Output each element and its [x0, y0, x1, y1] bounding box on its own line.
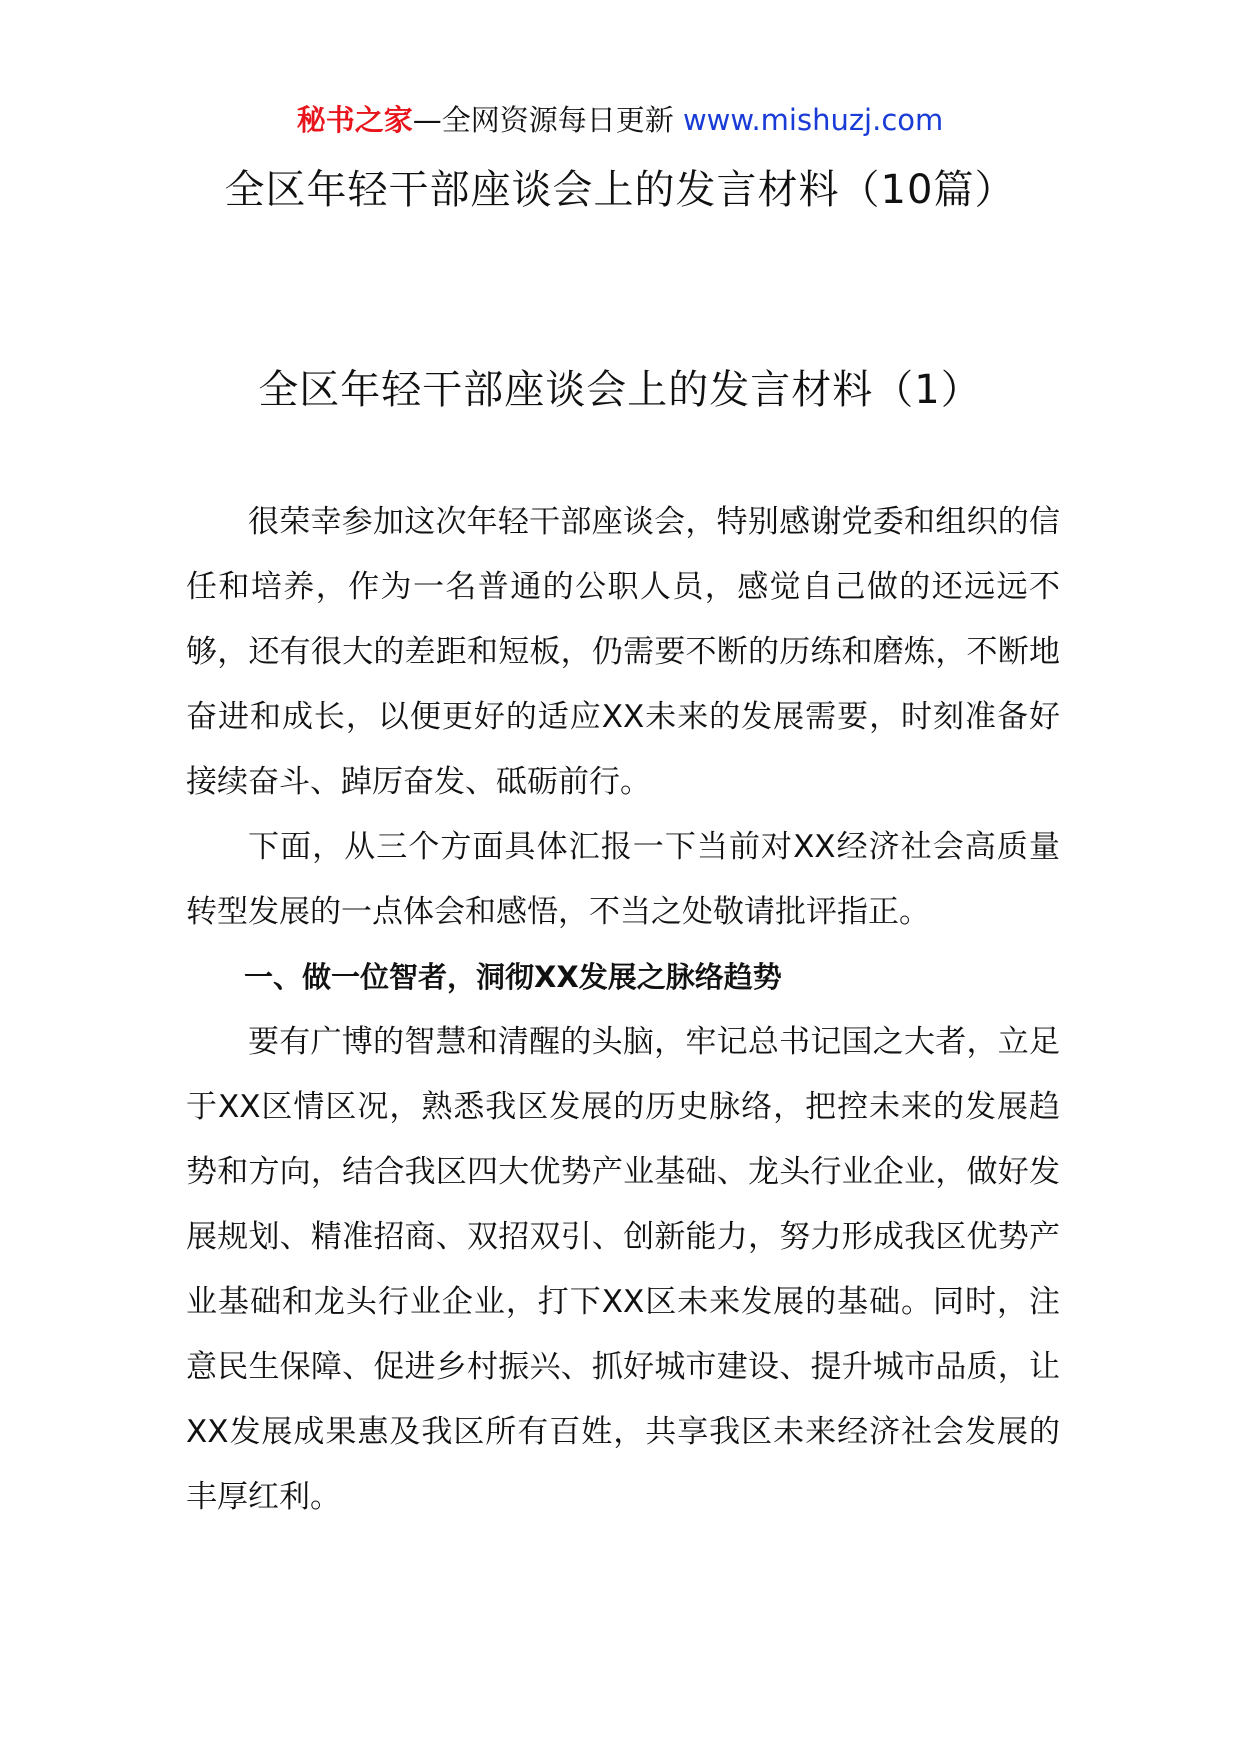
body-paragraph: 下面，从三个方面具体汇报一下当前对XX经济社会高质量转型发展的一点体会和感悟，不当之处敬请批评指正。: [186, 829, 1060, 930]
header-tagline: —全网资源每日更新: [412, 103, 674, 137]
site-header: [0, 100, 1240, 140]
brand-name: 秘书之家: [296, 103, 413, 137]
document-title: 全区年轻干部座谈会上的发言材料（10篇）: [224, 167, 1016, 213]
section-heading: 一、做一位智者，洞彻XX发展之脉络趋势: [244, 960, 782, 994]
body-paragraph: 很荣幸参加这次年轻干部座谈会，特别感谢党委和组织的信任和培养，作为一名普通的公职人员，感觉自己做的还远远不够，还有很大的差距和短板，仍需要不断的历练和磨炼，不断地奋进和成长，以便更好的适应XX未来的发展需要，时刻准备好接续奋斗、踔厉奋发、砥砺前行。: [186, 504, 1060, 800]
document-body: [186, 490, 1060, 1530]
site-url-link[interactable]: www.mishuzj.com: [682, 103, 944, 137]
body-paragraph: 要有广博的智慧和清醒的头脑，牢记总书记国之大者，立足于XX区情区况，熟悉我区发展的历史脉络，把控未来的发展趋势和方向，结合我区四大优势产业基础、龙头行业企业，做好发展规划、精准招商、双招双引、创新能力，努力形成我区优势产业基础和龙头行业企业，打下XX区未来发展的基础。同时，注意民生保障、促进乡村振兴、抓好城市建设、提升城市品质，让XX发展成果惠及我区所有百姓，共享我区未来经济社会发展的丰厚红利。: [186, 1024, 1060, 1515]
section-title: 全区年轻干部座谈会上的发言材料（1）: [258, 367, 982, 413]
